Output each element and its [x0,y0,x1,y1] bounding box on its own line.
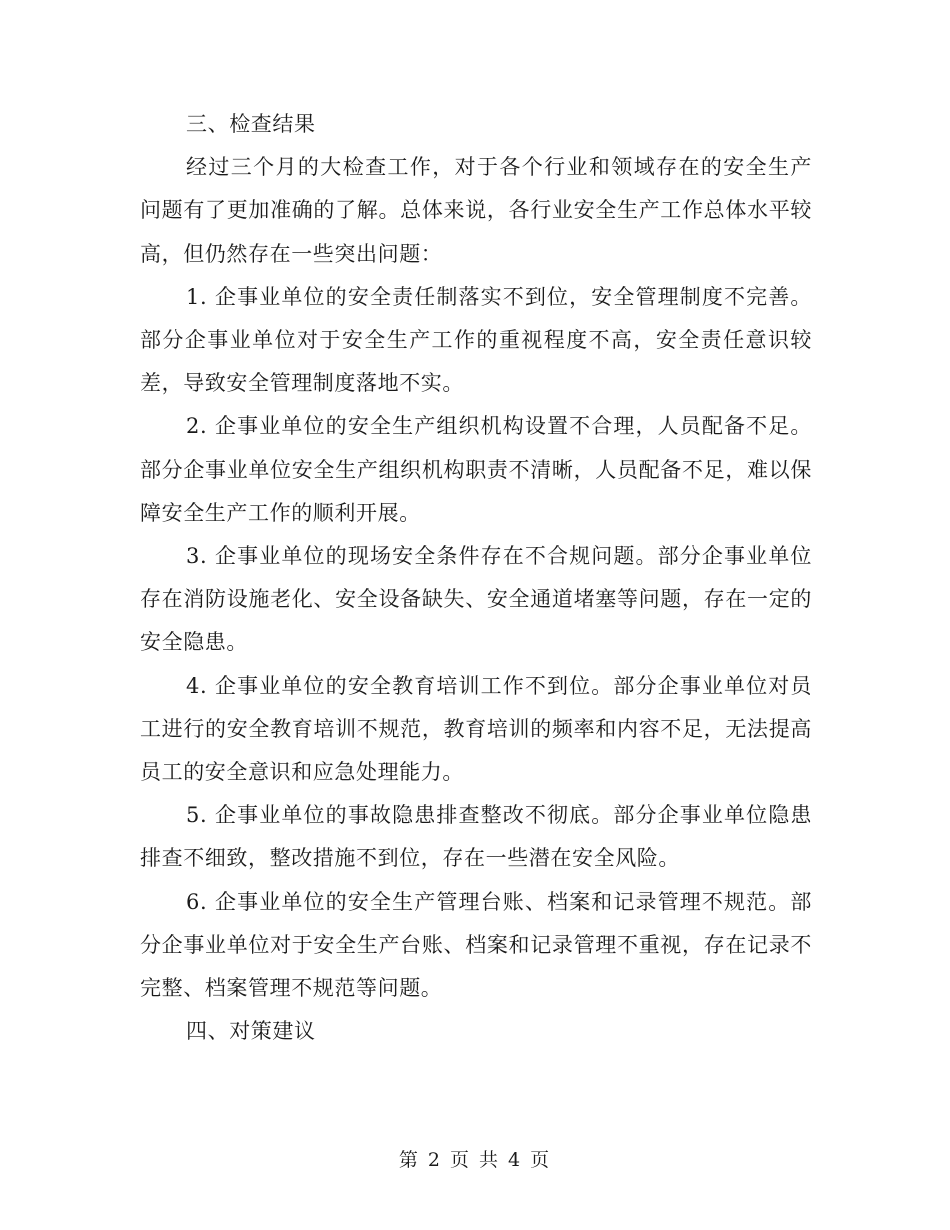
list-item-1: 1. 企事业单位的安全责任制落实不到位，安全管理制度不完善。部分企事业单位对于安全生产工作的重视程度不高，安全责任意识较差，导致安全管理制度落地不实。 [140,284,812,396]
page-number-footer: 第 2 页 共 4 页 [398,1149,552,1171]
paragraph-summary: 经过三个月的大检查工作，对于各个行业和领域存在的安全生产问题有了更加准确的了解。总体来说，各行业安全生产工作总体水平较高，但仍然存在一些突出问题： [140,155,812,266]
list-item-2: 2. 企事业单位的安全生产组织机构设置不合理，人员配备不足。部分企事业单位安全生产组织机构职责不清晰，人员配备不足，难以保障安全生产工作的顺利开展。 [140,414,812,525]
list-item-4: 4. 企事业单位的安全教育培训工作不到位。部分企事业单位对员工进行的安全教育培训不规范，教育培训的频率和内容不足，无法提高员工的安全意识和应急处理能力。 [140,673,812,785]
section-heading-recommendations: 四、对策建议 [186,1019,316,1044]
list-item-6: 6. 企事业单位的安全生产管理台账、档案和记录管理不规范。部分企事业单位对于安全生产台账、档案和记录管理不重视，存在记录不完整、档案管理不规范等问题。 [140,889,812,1001]
list-item-5: 5. 企事业单位的事故隐患排查整改不彻底。部分企事业单位隐患排查不细致，整改措施不到位，存在一些潜在安全风险。 [140,803,812,871]
list-item-3: 3. 企事业单位的现场安全条件存在不合规问题。部分企事业单位存在消防设施老化、安全设备缺失、安全通道堵塞等问题，存在一定的安全隐患。 [140,544,812,655]
document-body [140,103,812,1053]
section-heading-inspection-results: 三、检查结果 [186,112,316,136]
